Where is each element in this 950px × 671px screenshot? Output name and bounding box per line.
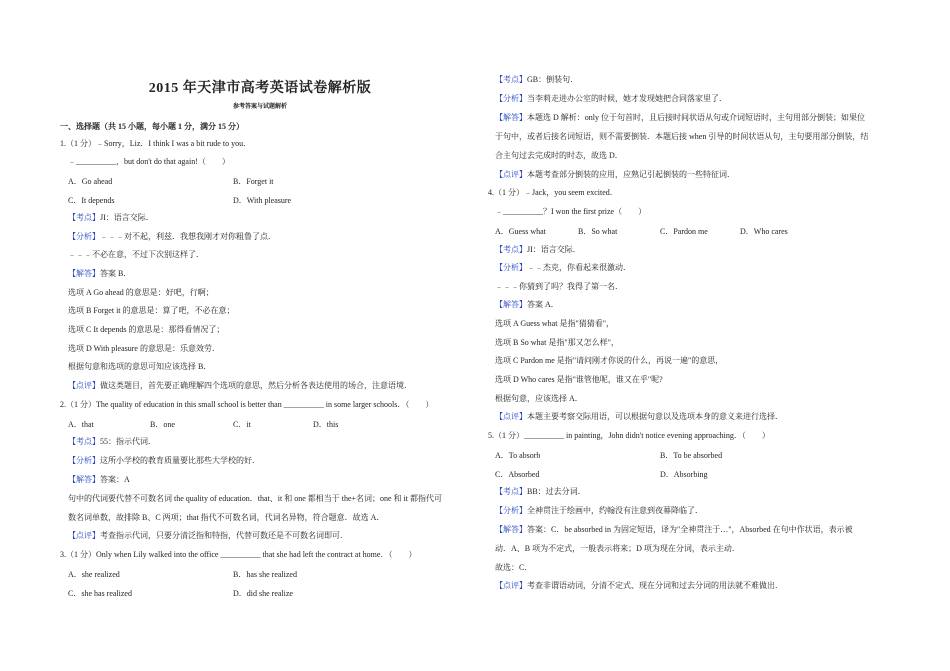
q1-dianping: 【点评】做这类题目，首先要正确理解四个选项的意思，然后分析各表达使用的场合，注意语境． <box>68 381 412 390</box>
q1-option-d[interactable]: D．With pleasure <box>233 196 292 205</box>
q2-option-b[interactable]: B．one <box>150 420 175 429</box>
page-title: 2015 年天津市高考英语试卷解析版 <box>148 81 372 96</box>
q1-explanation-d: 选项 D With pleasure 的意思是：乐意效劳． <box>68 344 220 353</box>
q4-dianping: 【点评】本题主要考察交际用语，可以根据句意以及选项本身的意义来进行选择． <box>495 412 783 421</box>
q3-option-c[interactable]: C．she has realized <box>68 589 132 598</box>
q1-kaodian: 【考点】JI：语言交际． <box>68 213 154 222</box>
q1-explanation-b: 选项 B Forget it 的意思是：算了吧，不必在意； <box>68 306 235 315</box>
q2-jieda: 【解答】答案：A <box>68 475 130 484</box>
q4-explanation-b: 选项 B So what 是指"那又怎么样"， <box>495 338 619 347</box>
q2-option-a[interactable]: A．that <box>68 420 94 429</box>
q2-fenxi: 【分析】这所小学校的教育质量要比那些大学校的好． <box>68 456 260 465</box>
q3-option-b[interactable]: B．has she realized <box>233 570 297 579</box>
q5-option-d[interactable]: D．Absorbing <box>660 470 708 479</box>
q1-option-b[interactable]: B．Forget it <box>233 177 274 186</box>
q4-explanation-a: 选项 A Guess what 是指"猜猜看"， <box>495 319 614 328</box>
q4-jieda: 【解答】答案 A． <box>495 300 559 309</box>
q2-dianping: 【点评】考查指示代词，只要分清泛指和特指，代替可数还是不可数名词即可． <box>68 531 348 540</box>
q3-jieda: 【解答】本题选 D 解析：only 位于句首时，且后接时间状语从句或介词短语时，主句用部分倒装；如果位 <box>495 113 865 122</box>
q1-stem-line2: ﹣__________，but don't do that again!（ ） <box>68 157 230 166</box>
q1-stem: 1.（1 分）﹣Sorry，Liz．I think I was a bit rude to you． <box>60 139 252 148</box>
q4-option-c[interactable]: C．Pardon me <box>660 227 708 236</box>
q4-option-d[interactable]: D．Who cares <box>740 227 788 236</box>
q5-option-c[interactable]: C．Absorbed <box>495 470 540 479</box>
q5-option-b[interactable]: B．To be absorbed <box>660 451 723 460</box>
q2-explanation-line2: 数名词单数，故排除 B、C 两项；that 指代不可数名词，代词名异物，符合题意．故选 A． <box>68 513 385 522</box>
q3-option-d[interactable]: D．did she realize <box>233 589 293 598</box>
q1-jieda: 【解答】答案 B． <box>68 269 132 278</box>
q1-explanation-a: 选项 A Go ahead 的意思是：好吧，行啊； <box>68 288 214 297</box>
q5-stem: 5.（1 分）__________ in painting，John didn't notice evening approaching．（ ） <box>488 431 770 440</box>
q1-fenxi-line2: ﹣﹣﹣不必在意，不过下次别这样了． <box>68 250 204 259</box>
q3-option-a[interactable]: A．she realized <box>68 570 120 579</box>
q3-fenxi: 【分析】当李莉走进办公室的时候，她才发现她把合同落家里了． <box>495 94 727 103</box>
q1-fenxi: 【分析】﹣﹣﹣对不起，利兹．我想我刚才对你粗鲁了点． <box>68 232 276 241</box>
q1-option-a[interactable]: A．Go ahead <box>68 177 113 186</box>
q4-explanation-c: 选项 C Pardon me 是指"请问刚才你说的什么，再说一遍"的意思， <box>495 356 724 365</box>
q4-fenxi: 【分析】﹣﹣杰克，你看起来很激动． <box>495 263 631 272</box>
q5-fenxi: 【分析】全神贯注于绘画中，约翰没有注意到夜幕降临了． <box>495 506 703 515</box>
q1-explanation-c: 选项 C It depends 的意思是：那得看情况了； <box>68 325 225 334</box>
q4-stem-line2: ﹣__________？I won the first prize（ ） <box>495 207 647 216</box>
q4-conclusion: 根据句意，应该选择 A． <box>495 394 583 403</box>
q3-jieda-line2: 于句中，或者后接名词短语，则不需要倒装．本题后接 when 引导的时间状语从句，主句要用部分倒装，结 <box>495 132 869 141</box>
q4-explanation-d: 选项 D Who cares 是指"谁管他呢，谁又在乎"呢? <box>495 375 663 384</box>
section-heading: 一、选择题（共 15 小题，每小题 1 分，满分 15 分） <box>60 122 244 131</box>
q5-dianping: 【点评】考查非谓语动词，分清不定式、现在分词和过去分词的用法就不难做出． <box>495 581 783 590</box>
q5-jieda: 【解答】答案：C．be absorbed in 为固定短语，译为"全神贯注于…"，Absorbed 在句中作状语，表示被 <box>495 525 853 534</box>
q3-jieda-line3: 合主句过去完成时的时态，故选 D． <box>495 151 623 160</box>
q2-kaodian: 【考点】55：指示代词． <box>68 437 156 446</box>
q2-stem: 2.（1 分）The quality of education in this small school is better than __________ in some larger schools．（ ） <box>60 400 434 409</box>
q5-option-a[interactable]: A．To absorb <box>495 451 541 460</box>
q4-option-b[interactable]: B．So what <box>578 227 618 236</box>
q5-jieda-line2: 动．A、B 项为不定式，一般表示将来；D 项为现在分词，表示主动． <box>495 544 740 553</box>
q4-fenxi-line2: ﹣﹣﹣你猜到了吗？我得了第一名． <box>495 282 623 291</box>
q2-option-d[interactable]: D．this <box>313 420 339 429</box>
q1-conclusion: 根据句意和选项的意思可知应该选择 B． <box>68 362 212 371</box>
q4-option-a[interactable]: A．Guess what <box>495 227 546 236</box>
q3-dianping: 【点评】本题考查部分倒装的应用，应熟记引起倒装的一些特征词． <box>495 170 735 179</box>
q3-stem: 3.（1 分）Only when Lily walked into the office __________ that she had left the contract at home．（ ） <box>60 550 417 559</box>
q4-kaodian: 【考点】JI：语言交际． <box>495 245 581 254</box>
q4-stem: 4.（1 分）﹣Jack，you seem excited． <box>488 188 618 197</box>
q5-kaodian: 【考点】BB：过去分词． <box>495 487 586 496</box>
q2-explanation-line1: 句中的代词要代替不可数名词 the quality of education．that、it 和 one 都相当于 the+名词；one 和 it 都指代可 <box>68 494 443 503</box>
q3-kaodian: 【考点】GB：倒装句． <box>495 75 579 84</box>
q5-jieda-line3: 故选：C． <box>495 563 533 572</box>
q2-option-c[interactable]: C．it <box>233 420 251 429</box>
q1-option-c[interactable]: C．It depends <box>68 196 115 205</box>
page-subtitle: 参考答案与试题解析 <box>232 104 287 110</box>
